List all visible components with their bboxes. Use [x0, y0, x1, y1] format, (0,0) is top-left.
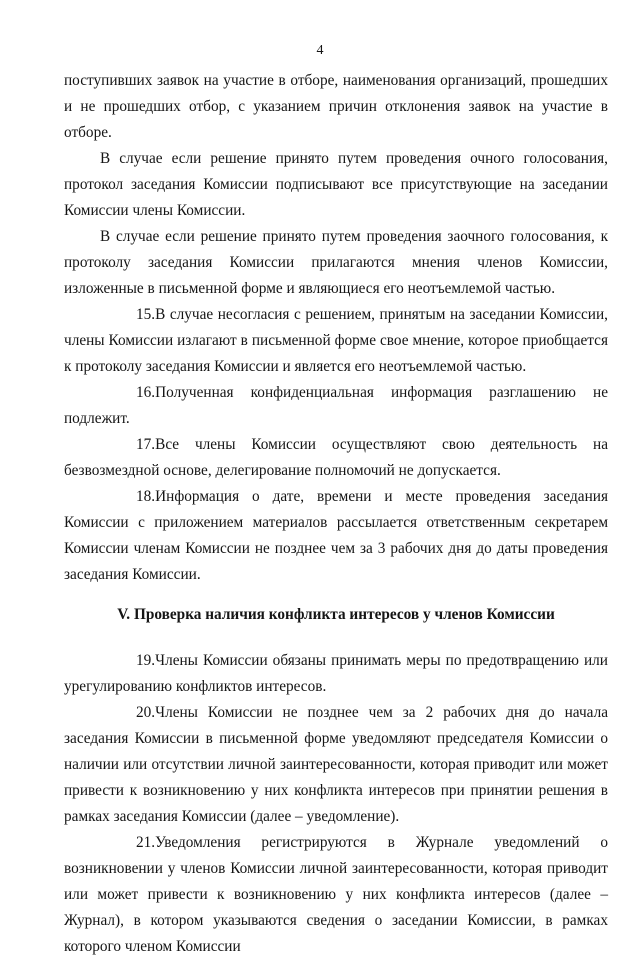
item-text: Члены Комиссии обязаны принимать меры по предотвращению или урегулированию конфликтов интересов. — [64, 652, 608, 695]
item-text: Все члены Комиссии осуществляют свою деятельность на безвозмездной основе, делегирование полномочий не допускается. — [64, 436, 608, 479]
item-text: Члены Комиссии не позднее чем за 2 рабочих дня до начала заседания Комиссии в письменной форме уведомляют председателя Комиссии о наличии или отсутствии личной заинтересованности, которая приводит или может привести к возникновению у них конфликта интересов при принятии решения в рамках заседания Комиссии (далее – уведомление). — [64, 704, 608, 825]
item-number: 20. — [136, 704, 156, 721]
item-19 — [64, 648, 608, 700]
item-text: Информация о дате, времени и месте проведения заседания Комиссии с приложением материалов рассылается ответственным секретарем Комиссии членам Комиссии не позднее чем за 3 рабочих дня до даты проведения заседания Комиссии. — [64, 488, 608, 583]
item-17 — [64, 432, 608, 484]
paragraph-continuation: поступивших заявок на участие в отборе, наименования организаций, прошедших и не прошедших отбор, с указанием причин отклонения заявок на участие в отборе. — [64, 72, 608, 141]
item-number: 21. — [136, 834, 156, 851]
item-text: Уведомления регистрируются в Журнале уведомлений о возникновении у членов Комиссии личной заинтересованности, которая приводит или может привести к возникновению у них конфликта интересов (далее – Журнал), в котором указываются сведения о заседании Комиссии, в рамках которого членом Комиссии — [64, 834, 608, 955]
item-20 — [64, 700, 608, 830]
item-number: 18. — [136, 488, 156, 505]
page-number: 4 — [316, 43, 324, 58]
item-number: 16. — [136, 384, 156, 401]
paragraph-ochny-vote: В случае если решение принято путем проведения очного голосования, протокол заседания Комиссии подписывают все присутствующие на заседании Комиссии члены Комиссии. — [64, 150, 608, 219]
item-text: В случае несогласия с решением, принятым на заседании Комиссии, члены Комиссии излагают в письменной форме свое мнение, которое приобщается к протоколу заседания Комиссии и является его неотъемлемой частью. — [64, 306, 608, 375]
paragraph-zaochny-vote: В случае если решение принято путем проведения заочного голосования, к протоколу заседания Комиссии прилагаются мнения членов Комиссии, изложенные в письменной форме и являющиеся его неотъемлемой частью. — [64, 228, 608, 297]
item-text: Полученная конфиденциальная информация разглашению не подлежит. — [64, 384, 608, 427]
item-15 — [64, 302, 608, 380]
item-number: 17. — [136, 436, 156, 453]
document-body — [64, 68, 608, 960]
item-16 — [64, 380, 608, 432]
section-heading: V. Проверка наличия конфликта интересов у членов Комиссии — [117, 606, 555, 623]
item-21 — [64, 830, 608, 960]
item-18 — [64, 484, 608, 588]
item-number: 19. — [136, 652, 156, 669]
item-number: 15. — [136, 306, 156, 323]
